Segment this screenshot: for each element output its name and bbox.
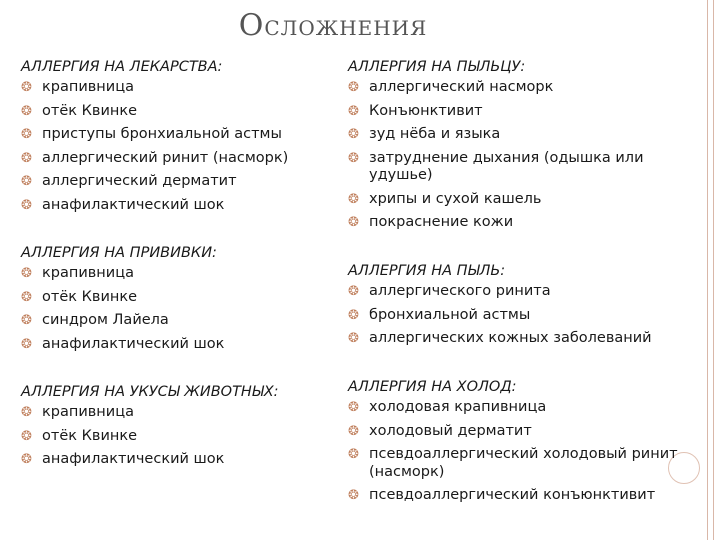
list-item-text: псевдоаллергический конъюнктивит xyxy=(369,487,656,503)
wreath-bullet-icon: ❂ xyxy=(348,423,359,439)
list-item xyxy=(21,173,288,191)
wreath-bullet-icon: ❂ xyxy=(348,331,359,346)
list-item-text: затруднение дыхания (одышка или удушье) xyxy=(369,149,644,183)
section-drugs xyxy=(21,56,288,220)
title-first-letter: О xyxy=(238,8,265,43)
list-item xyxy=(348,191,668,209)
list-item xyxy=(21,428,279,446)
list-item-text: крапивница xyxy=(42,79,134,95)
list-item-text: аллергического ринита xyxy=(369,283,551,299)
list-item-text: аллергический насморк xyxy=(369,79,554,95)
wreath-bullet-icon: ❂ xyxy=(21,127,32,142)
list-item xyxy=(348,79,668,97)
section-animal-bites xyxy=(21,381,279,475)
list-item xyxy=(21,289,224,307)
wreath-bullet-icon: ❂ xyxy=(21,452,32,467)
wreath-bullet-icon: ❂ xyxy=(348,307,359,323)
wreath-bullet-icon: ❂ xyxy=(21,428,32,444)
list-item xyxy=(21,79,288,97)
list-item xyxy=(21,336,224,354)
wreath-bullet-icon: ❂ xyxy=(348,215,359,230)
section-heading: АЛЛЕРГИЯ НА ЛЕКАРСТВА: xyxy=(21,59,223,75)
list-item xyxy=(21,265,224,283)
wreath-bullet-icon: ❂ xyxy=(348,150,359,166)
list-item-text: зуд нёба и языка xyxy=(369,126,501,142)
list-item-text: крапивница xyxy=(42,404,134,420)
wreath-bullet-icon: ❂ xyxy=(348,284,359,299)
list-item-text: покраснение кожи xyxy=(369,214,514,230)
list-item-text: холодовая крапивница xyxy=(369,399,547,415)
wreath-bullet-icon: ❂ xyxy=(21,197,32,213)
frame-line-right-outer xyxy=(713,0,714,540)
list-item-text: отёк Квинке xyxy=(42,427,138,444)
list-item xyxy=(21,150,288,168)
list-item xyxy=(348,487,688,505)
list-item-text: псевдоаллергический холодовый ринит (насморк) xyxy=(369,446,678,480)
list-item xyxy=(21,126,288,144)
section-heading: АЛЛЕРГИЯ НА ХОЛОД: xyxy=(348,379,517,395)
section-pollen xyxy=(348,56,668,238)
list-item xyxy=(348,446,688,481)
section-heading: АЛЛЕРГИЯ НА УКУСЫ ЖИВОТНЫХ: xyxy=(21,384,279,400)
wreath-bullet-icon: ❂ xyxy=(348,80,359,95)
wreath-bullet-icon: ❂ xyxy=(348,103,359,119)
list-item-text: аллергический дерматит xyxy=(42,173,237,189)
list-item xyxy=(21,451,279,469)
section-vaccines xyxy=(21,242,224,359)
list-item-text: анафилактический шок xyxy=(42,451,225,467)
list-item-text: хрипы и сухой кашель xyxy=(369,190,542,207)
list-item-text: анафилактический шок xyxy=(42,196,225,213)
wreath-bullet-icon: ❂ xyxy=(21,80,32,95)
list-item-text: приступы бронхиальной астмы xyxy=(42,126,282,142)
wreath-bullet-icon: ❂ xyxy=(21,266,32,281)
wreath-bullet-icon: ❂ xyxy=(21,336,32,352)
list-item xyxy=(21,103,288,121)
list-item-text: отёк Квинке xyxy=(42,102,138,119)
section-heading: АЛЛЕРГИЯ НА ПРИВИВКИ: xyxy=(21,245,217,261)
title-rest: СЛОЖНЕНИЯ xyxy=(264,16,428,40)
frame-line-right xyxy=(707,0,708,540)
list-item xyxy=(348,214,668,232)
wreath-bullet-icon: ❂ xyxy=(348,127,359,142)
wreath-bullet-icon: ❂ xyxy=(21,150,32,166)
list-item xyxy=(348,399,688,417)
section-cold xyxy=(348,376,688,511)
wreath-bullet-icon: ❂ xyxy=(21,405,32,420)
list-item-text: бронхиальной астмы xyxy=(369,306,531,323)
wreath-bullet-icon: ❂ xyxy=(21,313,32,328)
list-item-text: синдром Лайела xyxy=(42,312,169,328)
list-item xyxy=(348,103,668,121)
list-item xyxy=(21,404,279,422)
list-item xyxy=(348,150,668,185)
list-item-text: крапивница xyxy=(42,265,134,281)
wreath-bullet-icon: ❂ xyxy=(21,103,32,119)
section-heading: АЛЛЕРГИЯ НА ПЫЛЬ: xyxy=(348,263,506,279)
list-item xyxy=(21,197,288,215)
list-item-text: аллергический ринит (насморк) xyxy=(42,149,289,166)
wreath-bullet-icon: ❂ xyxy=(348,447,359,462)
list-item xyxy=(348,126,668,144)
list-item-text: Конъюнктивит xyxy=(369,102,483,119)
list-item xyxy=(348,307,688,325)
wreath-bullet-icon: ❂ xyxy=(21,289,32,305)
wreath-bullet-icon: ❂ xyxy=(348,488,359,503)
list-item-text: анафилактический шок xyxy=(42,335,225,352)
list-item xyxy=(348,330,688,348)
wreath-bullet-icon: ❂ xyxy=(21,174,32,189)
wreath-bullet-icon: ❂ xyxy=(348,191,359,207)
wreath-bullet-icon: ❂ xyxy=(348,400,359,415)
list-item-text: холодовый дерматит xyxy=(369,422,532,439)
list-item xyxy=(348,423,688,441)
list-item xyxy=(348,283,688,301)
page-title xyxy=(0,8,666,43)
list-item xyxy=(21,312,224,330)
section-heading: АЛЛЕРГИЯ НА ПЫЛЬЦУ: xyxy=(348,59,526,75)
section-dust xyxy=(348,260,688,354)
list-item-text: аллергических кожных заболеваний xyxy=(369,330,652,346)
list-item-text: отёк Квинке xyxy=(42,288,138,305)
